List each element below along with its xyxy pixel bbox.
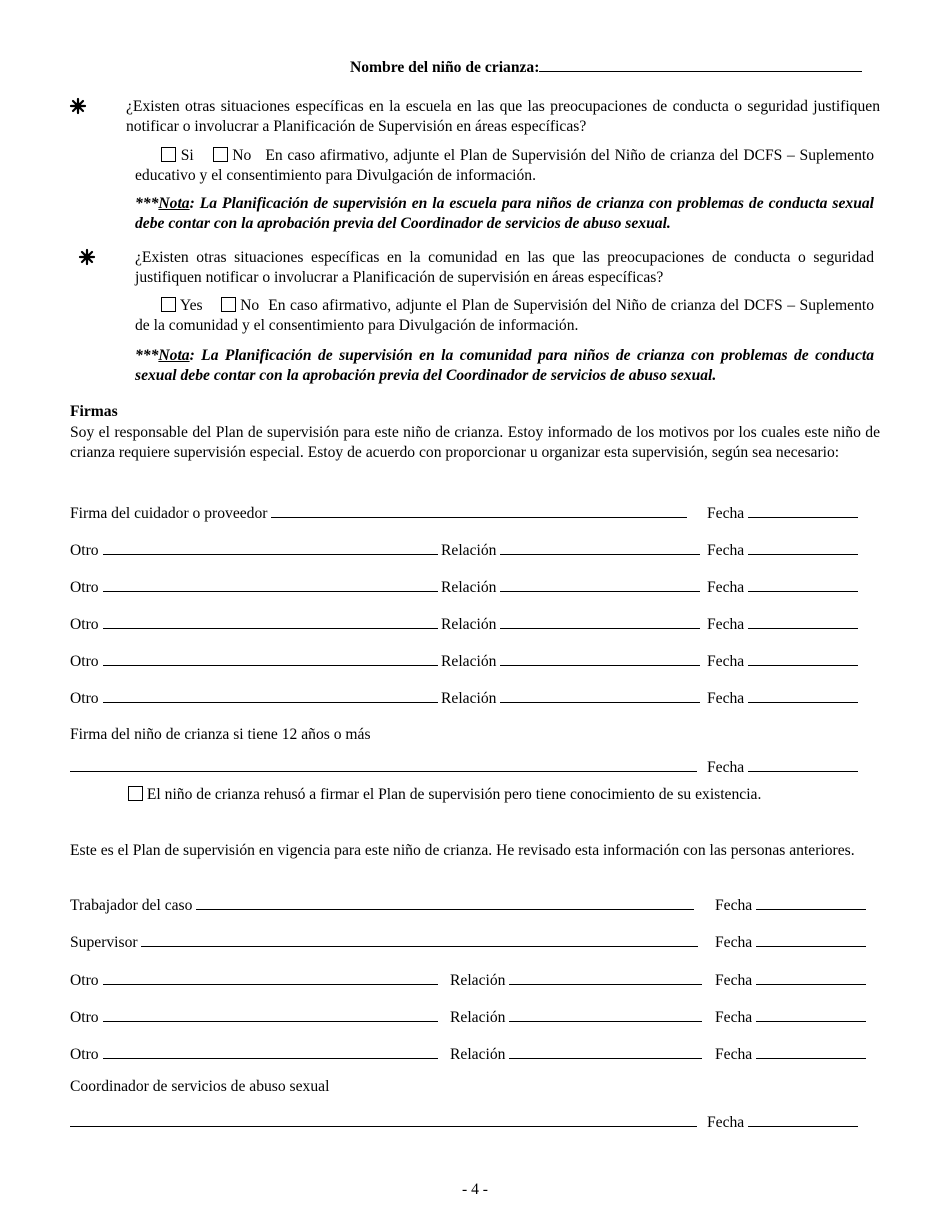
other-signature-row: [70, 614, 880, 634]
community-no-checkbox[interactable]: [221, 297, 236, 312]
community-question: ¿Existen otras situaciones específicas en la comunidad en las que las preocupaciones de conducta o seguridad justifiquen notificar o involucrar a Planificación de supervisión en áreas específicas?: [135, 249, 874, 286]
relation-label: Relación: [450, 1009, 506, 1026]
community-instruction: En caso afirmativo, adjunte el Plan de Supervisión del Niño de crianza del DCFS – Suplemento de la comunidad y el consentimiento para Divulgación de información.: [135, 297, 875, 334]
other-signature-row: [70, 651, 880, 671]
signatures-heading: Firmas: [70, 403, 118, 420]
date-label: Fecha: [715, 972, 753, 989]
child-signature-label: Firma del niño de crianza si tiene 12 años o más: [70, 726, 371, 743]
school-note: [135, 194, 874, 234]
other-signature-field[interactable]: [103, 1007, 438, 1022]
other-signature-field[interactable]: [103, 540, 438, 555]
relation-label: Relación: [450, 972, 506, 989]
date-label: Fecha: [707, 616, 745, 633]
community-note-prefix: ***: [135, 347, 159, 364]
school-no-label: No: [232, 147, 252, 164]
date-field[interactable]: [748, 1112, 858, 1127]
relation-field[interactable]: [500, 577, 700, 592]
relation-field[interactable]: [500, 688, 700, 703]
caregiver-signature-row: [70, 503, 880, 523]
supervisor-row: [70, 932, 880, 952]
supervisor-label: Supervisor: [70, 934, 138, 951]
relation-field[interactable]: [500, 651, 700, 666]
school-no-checkbox[interactable]: [213, 147, 228, 162]
date-field[interactable]: [748, 577, 858, 592]
school-answer: [135, 146, 874, 186]
date-label: Fecha: [707, 759, 745, 776]
school-yes-label: Si: [180, 147, 194, 164]
date-field[interactable]: [756, 932, 866, 947]
other-signature-field[interactable]: [103, 970, 438, 985]
relation-label: Relación: [441, 616, 497, 633]
community-note-text: : La Planificación de supervisión en la comunidad para niños de crianza con problemas de conducta sexual debe contar con la aprobación previa del Coordinador de servicios de abuso sexual.: [135, 347, 874, 384]
coordinator-row: [70, 1112, 880, 1132]
coordinator-signature-field[interactable]: [70, 1112, 697, 1127]
date-label: Fecha: [715, 934, 753, 951]
other-label: Otro: [70, 616, 99, 633]
child-signature-row: [70, 757, 880, 777]
other-label: Otro: [70, 1046, 99, 1063]
date-field[interactable]: [756, 895, 866, 910]
caregiver-signature-field[interactable]: [271, 503, 687, 518]
refused-checkbox[interactable]: [128, 786, 143, 801]
caregiver-label: Firma del cuidador o proveedor: [70, 505, 268, 522]
community-note-word: Nota: [158, 347, 190, 364]
date-label: Fecha: [707, 653, 745, 670]
date-field[interactable]: [748, 757, 858, 772]
coordinator-label: Coordinador de servicios de abuso sexual: [70, 1078, 330, 1095]
community-note: [135, 346, 874, 386]
caseworker-row: [70, 895, 880, 915]
relation-label: Relación: [441, 653, 497, 670]
review-intro: Este es el Plan de supervisión en vigencia para este niño de crianza. He revisado esta información con las personas anteriores.: [70, 842, 855, 859]
date-field[interactable]: [756, 1044, 866, 1059]
star-bullet-icon: [69, 97, 87, 115]
date-field[interactable]: [756, 1007, 866, 1022]
relation-field[interactable]: [509, 1007, 702, 1022]
child-name-header: [350, 57, 862, 77]
school-question: ¿Existen otras situaciones específicas en la escuela en las que las preocupaciones de conducta o seguridad justifiquen notificar o involucrar a Planificación de Supervisión en áreas específicas?: [126, 98, 880, 135]
star-bullet-icon: [78, 248, 96, 266]
review-other-row: [70, 1044, 880, 1064]
page-number: - 4 -: [462, 1181, 488, 1198]
date-label: Fecha: [715, 897, 753, 914]
relation-field[interactable]: [500, 614, 700, 629]
child-name-field[interactable]: [539, 57, 862, 72]
child-signature-field[interactable]: [70, 757, 697, 772]
relation-label: Relación: [450, 1046, 506, 1063]
other-signature-field[interactable]: [103, 651, 438, 666]
other-signature-row: [70, 577, 880, 597]
date-label: Fecha: [707, 690, 745, 707]
date-label: Fecha: [707, 579, 745, 596]
date-field[interactable]: [748, 614, 858, 629]
relation-field[interactable]: [509, 1044, 702, 1059]
relation-field[interactable]: [509, 970, 702, 985]
date-label: Fecha: [707, 542, 745, 559]
school-instruction: En caso afirmativo, adjunte el Plan de Supervisión del Niño de crianza del DCFS – Suplemento educativo y el consentimiento para Divulgación de información.: [135, 147, 875, 184]
supervisor-signature-field[interactable]: [141, 932, 698, 947]
child-name-label: Nombre del niño de crianza:: [350, 59, 540, 76]
date-field[interactable]: [748, 540, 858, 555]
school-note-text: : La Planificación de supervisión en la escuela para niños de crianza con problemas de conducta sexual debe contar con la aprobación previa del Coordinador de servicios de abuso sexual.: [135, 195, 874, 232]
community-answer: [135, 296, 874, 336]
other-signature-row: [70, 688, 880, 708]
other-label: Otro: [70, 972, 99, 989]
other-label: Otro: [70, 690, 99, 707]
date-field[interactable]: [748, 503, 858, 518]
relation-field[interactable]: [500, 540, 700, 555]
community-no-label: No: [240, 297, 260, 314]
date-label: Fecha: [715, 1009, 753, 1026]
caseworker-signature-field[interactable]: [196, 895, 694, 910]
school-yes-checkbox[interactable]: [161, 147, 176, 162]
date-field[interactable]: [748, 651, 858, 666]
caseworker-label: Trabajador del caso: [70, 897, 193, 914]
relation-label: Relación: [441, 690, 497, 707]
other-label: Otro: [70, 579, 99, 596]
relation-label: Relación: [441, 579, 497, 596]
other-label: Otro: [70, 653, 99, 670]
relation-label: Relación: [441, 542, 497, 559]
community-yes-checkbox[interactable]: [161, 297, 176, 312]
date-field[interactable]: [748, 688, 858, 703]
date-field[interactable]: [756, 970, 866, 985]
refused-label: El niño de crianza rehusó a firmar el Plan de supervisión pero tiene conocimiento de su existencia.: [146, 786, 762, 803]
other-signature-field[interactable]: [103, 614, 438, 629]
other-label: Otro: [70, 542, 99, 559]
other-label: Otro: [70, 1009, 99, 1026]
review-other-row: [70, 1007, 880, 1027]
other-signature-field[interactable]: [103, 577, 438, 592]
school-note-word: Nota: [158, 195, 190, 212]
other-signature-row: [70, 540, 880, 560]
date-label: Fecha: [707, 1114, 745, 1131]
other-signature-field[interactable]: [103, 688, 438, 703]
other-signature-field[interactable]: [103, 1044, 438, 1059]
review-other-row: [70, 970, 880, 990]
date-label: Fecha: [707, 505, 745, 522]
school-note-prefix: ***: [135, 195, 159, 212]
signatures-intro: Soy el responsable del Plan de supervisión para este niño de crianza. Estoy informado de los motivos por los cuales este niño de crianza requiere supervisión especial. Estoy de acuerdo con proporcionar u organizar esta supervisión, según sea necesario:: [70, 424, 880, 461]
community-yes-label: Yes: [179, 297, 203, 314]
refused-row: [128, 786, 761, 804]
date-label: Fecha: [715, 1046, 753, 1063]
